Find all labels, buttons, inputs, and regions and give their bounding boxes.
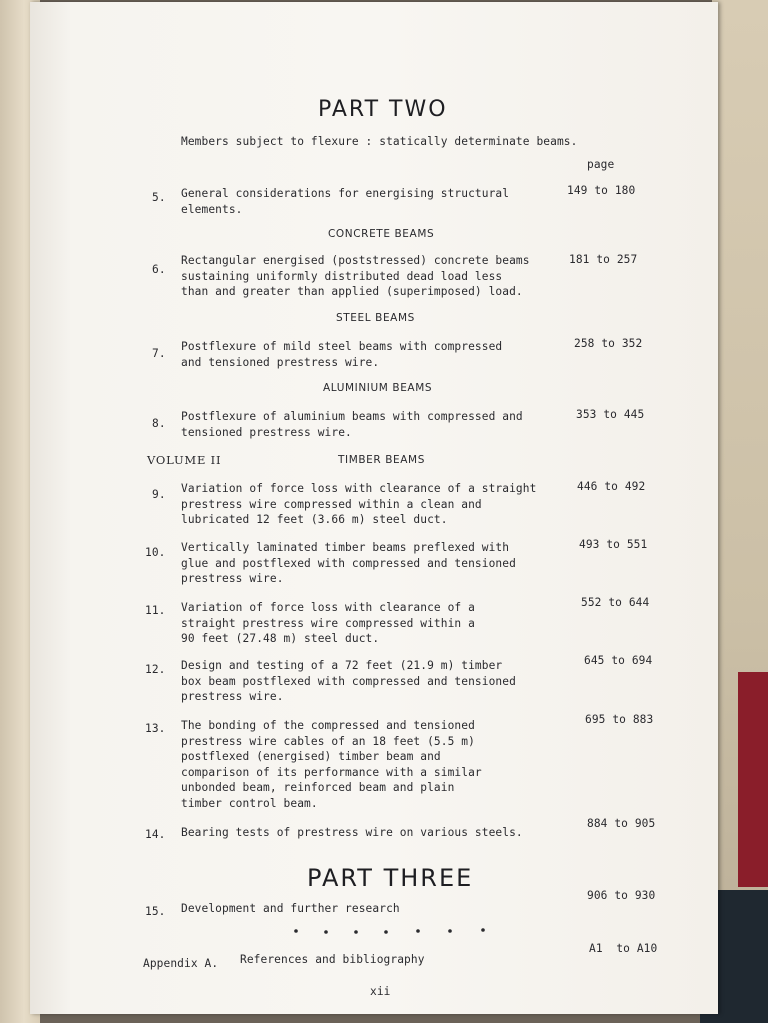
appendix-label: Appendix A. bbox=[143, 957, 219, 970]
entry-7-pages: 258 to 352 bbox=[574, 337, 643, 350]
entry-7-title: Postflexure of mild steel beams with compressed and tensioned prestress wire. bbox=[181, 340, 503, 369]
entry-14-number: 14. bbox=[145, 828, 166, 841]
appendix-title: References and bibliography bbox=[240, 953, 425, 966]
section-timber-beams: TIMBER BEAMS bbox=[338, 454, 425, 466]
entry-10-number: 10. bbox=[145, 546, 166, 559]
entry-11-pages: 552 to 644 bbox=[581, 596, 650, 609]
entry-15-title: Development and further research bbox=[181, 902, 400, 915]
entry-6-title: Rectangular energised (poststressed) concrete beams sustaining uniformly distributed dead load less than and greater than applied (superimposed) load. bbox=[181, 254, 530, 299]
entry-8-title: Postflexure of aluminium beams with compressed and tensioned prestress wire. bbox=[181, 410, 523, 439]
page-column-label: page bbox=[587, 158, 615, 171]
document-page bbox=[30, 2, 718, 1014]
entry-14-title: Bearing tests of prestress wire on various steels. bbox=[181, 826, 523, 839]
page-number: xii bbox=[370, 985, 391, 998]
part-three-heading: PART THREE bbox=[307, 864, 474, 892]
entry-13-title: The bonding of the compressed and tensioned prestress wire cables of an 18 feet (5.5 m) postflexed (energised) timber beam and comparison of its performance with a similar unbonded beam, reinforced beam and plain timber control beam. bbox=[181, 719, 482, 810]
entry-9-pages: 446 to 492 bbox=[577, 480, 646, 493]
entry-11-number: 11. bbox=[145, 604, 166, 617]
entry-10-title: Vertically laminated timber beams preflexed with glue and postflexed with compressed and tensioned prestress wire. bbox=[181, 541, 516, 586]
entry-12-title: Design and testing of a 72 feet (21.9 m) timber box beam postflexed with compressed and tensioned prestress wire. bbox=[181, 659, 516, 704]
entry-5-pages: 149 to 180 bbox=[567, 184, 636, 197]
section-aluminium-beams: ALUMINIUM BEAMS bbox=[323, 382, 433, 394]
entry-15-number: 15. bbox=[145, 905, 166, 918]
entry-8-pages: 353 to 445 bbox=[576, 408, 645, 421]
entry-6-pages: 181 to 257 bbox=[569, 253, 638, 266]
part-two-subtitle: Members subject to flexure : statically determinate beams. bbox=[181, 135, 578, 148]
appendix-pages: A1 to A10 bbox=[589, 942, 658, 955]
entry-8-number: 8. bbox=[152, 417, 166, 430]
section-steel-beams: STEEL BEAMS bbox=[336, 312, 415, 324]
entry-14-pages: 884 to 905 bbox=[587, 817, 656, 830]
entry-9-number: 9. bbox=[152, 488, 166, 501]
entry-12-number: 12. bbox=[145, 663, 166, 676]
entry-11-title: Variation of force loss with clearance of a straight prestress wire compressed within a 90 feet (27.48 m) steel duct. bbox=[181, 601, 475, 646]
entry-15-pages: 906 to 930 bbox=[587, 889, 656, 902]
entry-6-number: 6. bbox=[152, 263, 166, 276]
entry-13-number: 13. bbox=[145, 722, 166, 735]
dot-separator bbox=[290, 922, 510, 942]
volume-label: VOLUME II bbox=[147, 453, 222, 467]
part-two-heading: PART TWO bbox=[318, 97, 448, 122]
section-concrete-beams: CONCRETE BEAMS bbox=[328, 228, 435, 240]
entry-13-pages: 695 to 883 bbox=[585, 713, 654, 726]
entry-5-title: General considerations for energising structural elements. bbox=[181, 187, 510, 216]
entry-7-number: 7. bbox=[152, 347, 166, 360]
entry-5-number: 5. bbox=[152, 191, 166, 204]
entry-12-pages: 645 to 694 bbox=[584, 654, 653, 667]
background-red-binding bbox=[738, 672, 768, 887]
entry-9-title: Variation of force loss with clearance of a straight prestress wire compressed within a clean and lubricated 12 feet (3.66 m) steel duct. bbox=[181, 482, 537, 527]
entry-10-pages: 493 to 551 bbox=[579, 538, 648, 551]
